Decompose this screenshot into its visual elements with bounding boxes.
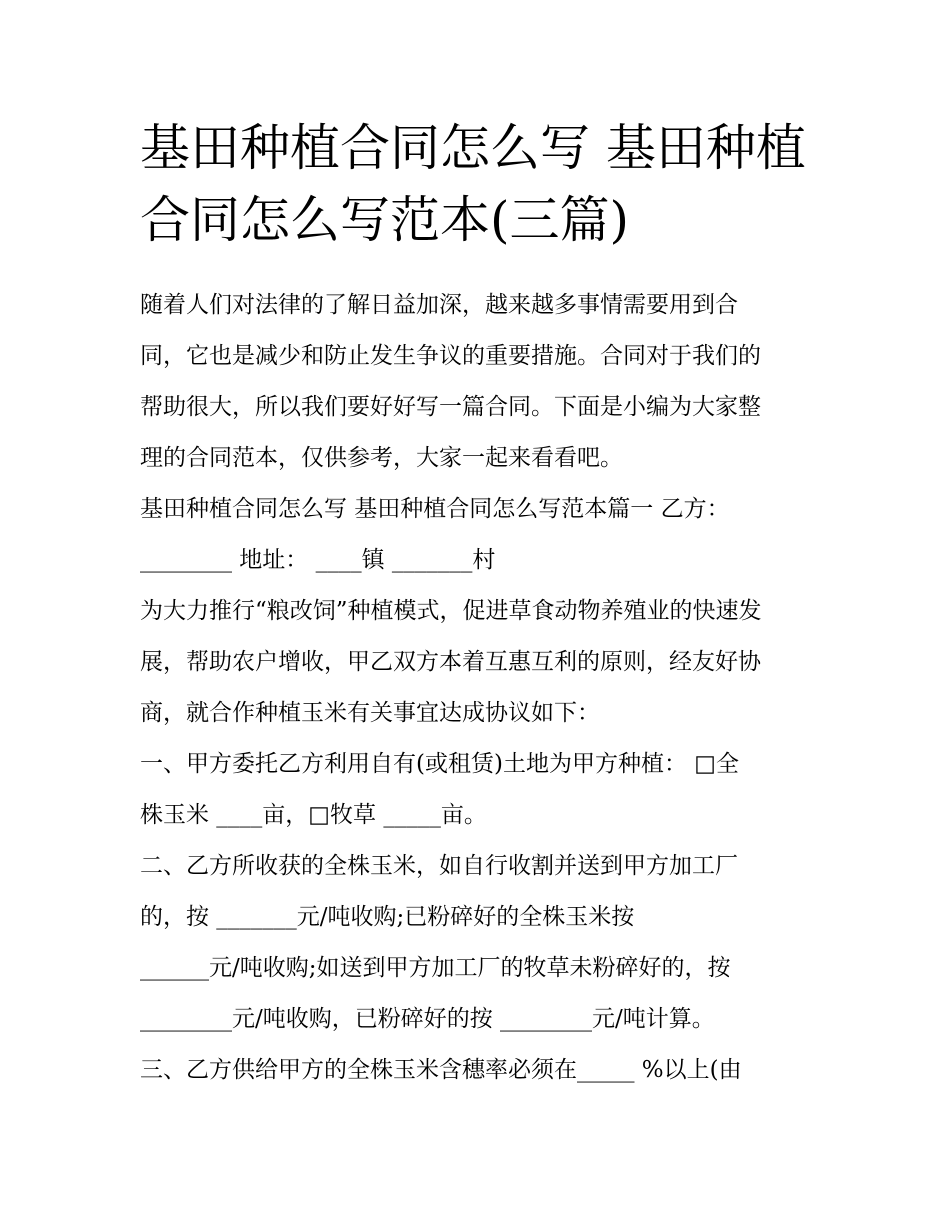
body-line: 为大力推行“粮改饲”种植模式，促进草食动物养殖业的快速发 [140, 598, 762, 624]
document-body [140, 280, 820, 1096]
body-line: 的，按 _______元/吨收购;已粉碎好的全株玉米按 [140, 904, 635, 930]
body-line: ______元/吨收购;如送到甲方加工厂的牧草未粉碎好的，按 [140, 955, 731, 981]
body-line: 三、乙方供给甲方的全株玉米含穗率必须在_____ %以上(由 [140, 1057, 742, 1083]
body-line: 帮助很大，所以我们要好好写一篇合同。下面是小编为大家整 [140, 394, 761, 420]
body-line: 二、乙方所收获的全株玉米，如自行收割并送到甲方加工厂 [140, 853, 738, 879]
body-line: ________元/吨收购，已粉碎好的按 ________元/吨计算。 [140, 1006, 715, 1032]
body-line: 理的合同范本，仅供参考，大家一起来看看吧。 [140, 445, 623, 471]
body-line: 株玉米 ____亩，□牧草 _____亩。 [140, 802, 487, 828]
body-line: 随着人们对法律的了解日益加深，越来越多事情需要用到合 [140, 292, 738, 318]
body-line: 一、甲方委托乙方利用自有(或租赁)土地为甲方种植： □全 [140, 751, 739, 777]
body-line: 同，它也是减少和防止发生争议的重要措施。合同对于我们的 [140, 343, 761, 369]
body-line: 展，帮助农户增收，甲乙双方本着互惠互利的原则，经友好协 [140, 649, 761, 675]
body-line: 商，就合作种植玉米有关事宜达成协议如下： [140, 700, 600, 726]
body-line: 基田种植合同怎么写 基田种植合同怎么写范本篇一 乙方： [140, 496, 730, 522]
body-line: ________ 地址： ____镇 _______村 [140, 547, 496, 573]
document-title: 基田种植合同怎么写 基田种植合同怎么写范本(三篇) [140, 119, 806, 249]
